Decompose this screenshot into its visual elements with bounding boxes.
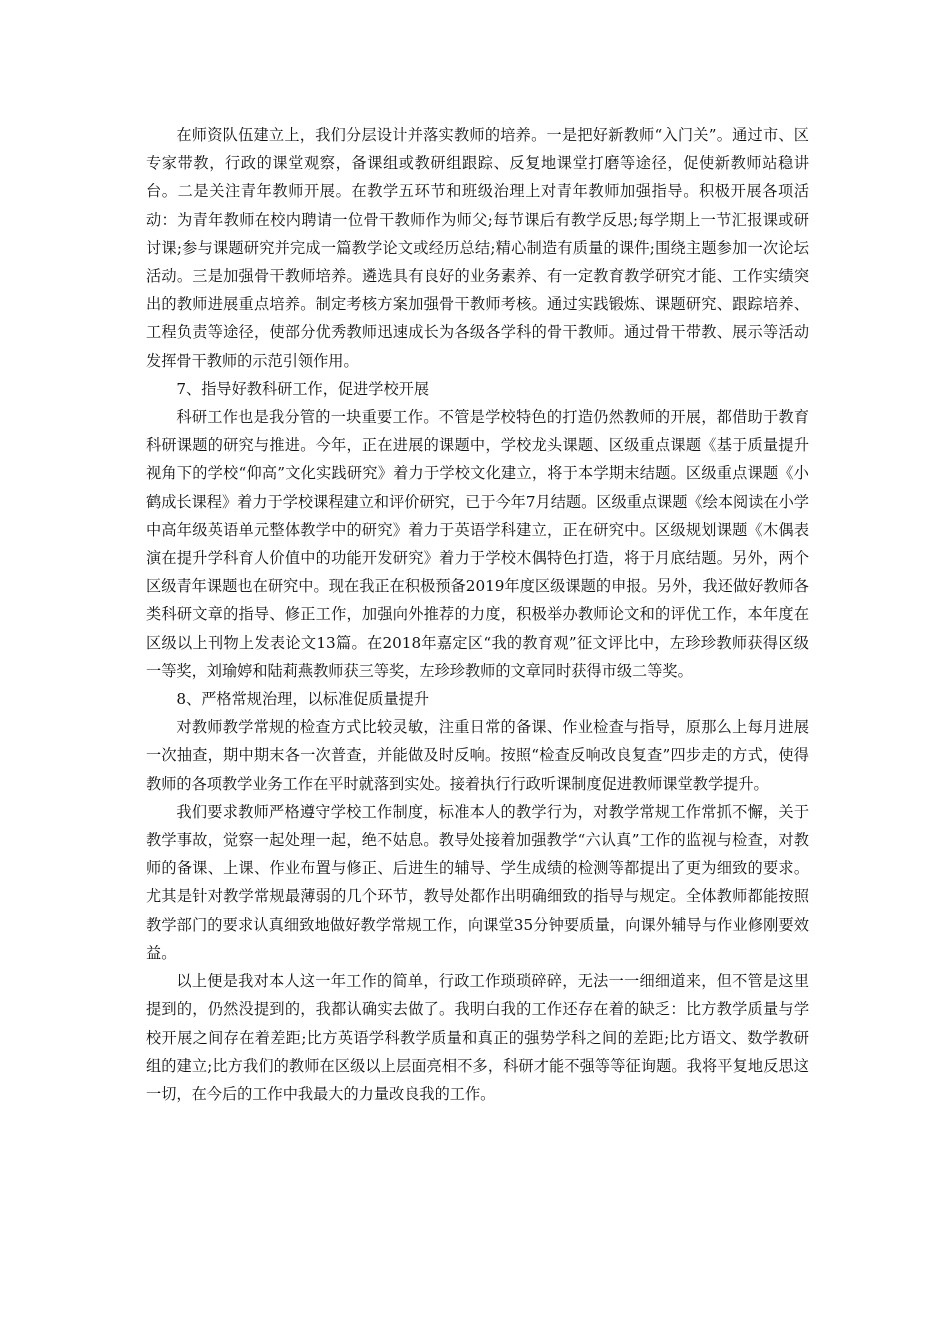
section-heading-research: 7、指导好教科研工作，促进学校开展 [176,379,430,398]
paragraph-routine-inspection: 对教师教学常规的检查方式比较灵敏，注重日常的备课、作业检查与指导，原那么上每月进展一次抽查，期中期末各一次普查，并能做及时反响。按照“检查反响改良复查”四步走的方式，使得教师的各项教学业务工作在平时就落到实处。接着执行行政听课制度促进教师课堂教学提升。 [146,718,809,793]
section-heading-routine-management: 8、严格常规治理，以标准促质量提升 [176,690,430,709]
paragraph-research: 科研工作也是我分管的一块重要工作。不管是学校特色的打造仍然教师的开展，都借助于教育科研课题的研究与推进。今年，正在进展的课题中，学校龙头课题、区级重点课题《基于质量提升视角下的学校“仰高”文化实践研究》着力于学校文化建立，将于本学期末结题。区级重点课题《小鹤成长课程》着力于学校课程建立和评价研究，已于今年7月结题。区级重点课题《绘本阅读在小学中高年级英语单元整体教学中的研究》着力于英语学科建立，正在研究中。区级规划课题《木偶表演在提升学科育人价值中的功能开发研究》着力于学校木偶特色打造，将于月底结题。另外，两个区级青年课题也在研究中。现在我正在积极预备2019年度区级课题的申报。另外，我还做好教师各类科研文章的指导、修正工作，加强向外推荐的力度，积极举办教师论文和的评优工作，本年度在区级以上刊物上发表论文13篇。在2018年嘉定区“我的教育观”征文评比中，左珍珍教师获得区级一等奖，刘瑜婷和陆莉燕教师获三等奖，左珍珍教师的文章同时获得市级二等奖。 [146,408,809,680]
paragraph-conclusion: 以上便是我对本人这一年工作的简单，行政工作琐琐碎碎，无法一一细细道来，但不管是这里提到的，仍然没提到的，我都认确实去做了。我明白我的工作还存在着的缺乏：比方教学质量与学校开展之间存在着差距;比方英语学科教学质量和真正的强势学科之间的差距;比方语文、数学教研组的建立;比方我们的教师在区级以上层面亮相不多，科研才能不强等等征询题。我将平复地反思这一切，在今后的工作中我最大的力量改良我的工作。 [146,972,809,1103]
paragraph-teacher-team: 在师资队伍建立上，我们分层设计并落实教师的培养。一是把好新教师“入门关”。通过市、区专家带教，行政的课堂观察，备课组或教研组跟踪、反复地课堂打磨等途径，促使新教师站稳讲台。二是关注青年教师开展。在教学五环节和班级治理上对青年教师加强指导。积极开展各项活动：为青年教师在校内聘请一位骨干教师作为师父;每节课后有教学反思;每学期上一节汇报课或研讨课;参与课题研究并完成一篇教学论文或经历总结;精心制造有质量的课件;围绕主题参加一次论坛活动。三是加强骨干教师培养。遴选具有良好的业务素养、有一定教育教学研究才能、工作实绩突出的教师进展重点培养。制定考核方案加强骨干教师考核。通过实践锻炼、课题研究、跟踪培养、工程负责等途径，使部分优秀教师迅速成长为各级各学科的骨干教师。通过骨干带教、展示等活动发挥骨干教师的示范引领作用。 [146,126,809,370]
document-body [146,121,809,1108]
paragraph-teaching-rules: 我们要求教师严格遵守学校工作制度，标准本人的教学行为，对教学常规工作常抓不懈，关于教学事故，觉察一起处理一起，绝不姑息。教导处接着加强教学“六认真”工作的监视与检查，对教师的备课、上课、作业布置与修正、后进生的辅导、学生成绩的检测等都提出了更为细致的要求。尤其是针对教学常规最薄弱的几个环节，教导处都作出明确细致的指导与规定。全体教师都能按照教学部门的要求认真细致地做好教学常规工作，向课堂35分钟要质量，向课外辅导与作业修刚要效益。 [146,802,809,962]
